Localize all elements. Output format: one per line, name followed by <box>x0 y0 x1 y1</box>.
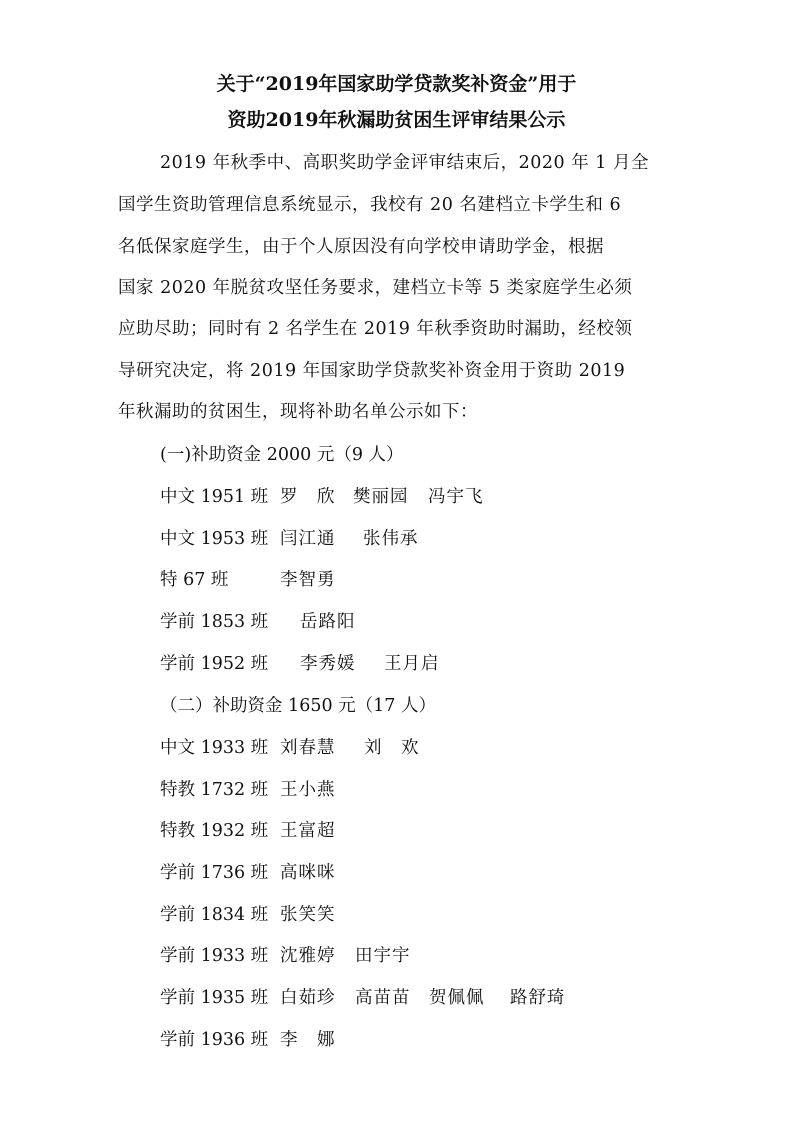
class-name: 学前 1936 班 <box>160 1030 269 1050</box>
intro-line-7: 年秋漏助的贫困生，现将补助名单公示如下： <box>118 402 478 422</box>
student-name: 岳路阳 <box>300 612 356 632</box>
student-name: 樊丽园 <box>353 487 409 507</box>
intro-line-1: 2019 年秋季中、高职奖助学金评审结束后，2020 年 1 月全 <box>160 153 649 173</box>
intro-line-3: 名低保家庭学生，由于个人原因没有向学校申请助学金，根据 <box>118 237 604 257</box>
class-name: 特教 1932 班 <box>160 821 269 841</box>
student-name: 李 娜 <box>280 1030 336 1050</box>
intro-line-5: 应助尽助；同时有 2 名学生在 2019 年秋季资助时漏助，经校领 <box>118 319 633 339</box>
student-name: 路舒琦 <box>510 988 566 1008</box>
student-name: 白茹珍 <box>280 988 336 1008</box>
intro-line-4: 国家 2020 年脱贫攻坚任务要求，建档立卡等 5 类家庭学生必须 <box>118 278 633 298</box>
section-heading-1: (一)补助资金 2000 元（9 人） <box>160 445 404 465</box>
student-name: 田宇宇 <box>355 946 411 966</box>
section-heading-2: （二）补助资金 1650 元（17 人） <box>160 696 436 716</box>
student-name: 张笑笑 <box>280 905 336 925</box>
class-name: 学前 1736 班 <box>160 863 269 883</box>
student-name: 王富超 <box>280 821 336 841</box>
class-name: 中文 1933 班 <box>160 738 269 758</box>
class-name: 中文 1951 班 <box>160 487 269 507</box>
student-name: 高苗苗 <box>355 988 411 1008</box>
student-name: 罗 欣 <box>280 487 336 507</box>
title-line-1: 关于“2019年国家助学贷款奖补资金”用于 <box>216 73 577 95</box>
student-name: 王小燕 <box>280 780 336 800</box>
class-name: 中文 1953 班 <box>160 529 269 549</box>
student-name: 贺佩佩 <box>429 988 485 1008</box>
student-name: 张伟承 <box>363 529 419 549</box>
student-name: 高咪咪 <box>280 863 336 883</box>
class-name: 学前 1933 班 <box>160 946 269 966</box>
student-name: 沈雅婷 <box>280 946 336 966</box>
class-name: 特教 1732 班 <box>160 780 269 800</box>
intro-line-6: 导研究决定，将 2019 年国家助学贷款奖补资金用于资助 2019 <box>118 361 626 381</box>
class-name: 学前 1952 班 <box>160 654 269 674</box>
student-name: 王月启 <box>384 654 440 674</box>
student-name: 闫江通 <box>280 529 336 549</box>
title-line-2: 资助2019年秋漏助贫困生评审结果公示 <box>227 109 566 131</box>
student-name: 冯宇飞 <box>428 487 484 507</box>
student-name: 李秀媛 <box>300 654 356 674</box>
student-name: 李智勇 <box>280 570 336 590</box>
intro-line-2: 国学生资助管理信息系统显示，我校有 20 名建档立卡学生和 6 <box>118 195 622 215</box>
student-name: 刘 欢 <box>364 738 420 758</box>
class-name: 学前 1834 班 <box>160 905 269 925</box>
student-name: 刘春慧 <box>280 738 336 758</box>
class-name: 学前 1935 班 <box>160 988 269 1008</box>
class-name: 学前 1853 班 <box>160 612 269 632</box>
class-name: 特 67 班 <box>160 570 229 590</box>
